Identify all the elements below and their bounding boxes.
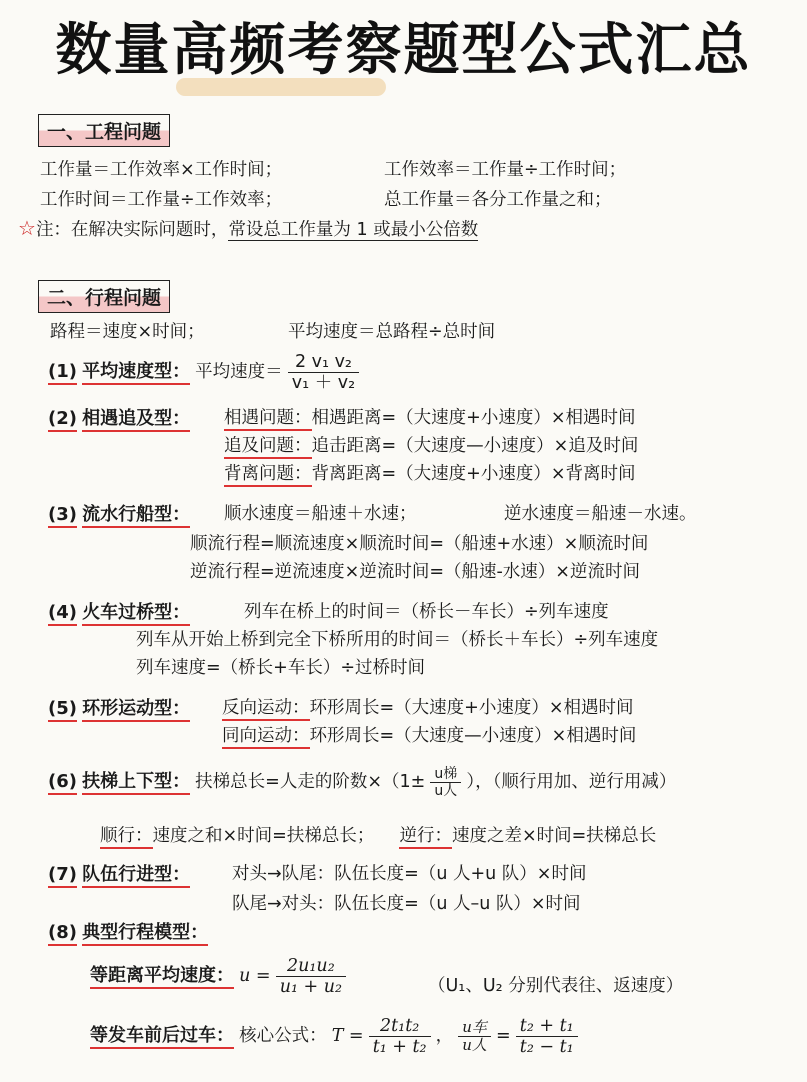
model-2-row-3-value: 背离距离=（大速度+小速度）×背离时间	[311, 464, 636, 484]
formula-average-speed: 平均速度＝总路程÷总时间	[288, 322, 496, 342]
model-2-row-1	[224, 404, 636, 429]
model-5-row-1-key: 反向运动：	[222, 698, 310, 721]
formula-time: 工作时间＝工作量÷工作效率；	[40, 190, 283, 210]
model-8-bus-numerator-2: u车	[458, 1019, 491, 1037]
model-2-row-3	[224, 460, 636, 485]
model-8-bus-numerator-1: 2t₁t₂	[369, 1016, 431, 1037]
model-2-number: (2)	[48, 408, 77, 432]
model-2-row-2	[224, 432, 638, 457]
model-3-upstream-distance: 逆流行程=逆流速度×逆流时间=（船速-水速）×逆流时间	[190, 562, 640, 582]
model-3-upstream-speed: 逆水速度＝船速－水速。	[504, 504, 697, 524]
note-line	[18, 216, 478, 241]
model-8-equal-distance-row	[90, 956, 346, 997]
model-7-line-2: 队尾→对头：队伍长度=（u 人–u 队）×时间	[232, 894, 581, 914]
model-7-label	[48, 860, 190, 886]
model-2-name: 相遇追及型：	[82, 408, 190, 432]
star-icon: ☆	[18, 216, 36, 240]
model-4-number: (4)	[48, 602, 77, 626]
model-8-bus-fraction-2	[458, 1019, 491, 1055]
model-8-bus-equals: =	[496, 1026, 511, 1047]
note-prefix: 注：在解决实际问题时，	[35, 220, 229, 240]
section-heading-travel: 二、行程问题	[38, 280, 170, 313]
model-8-bus-denominator-2: u人	[462, 1036, 487, 1055]
model-8-bus-prefix: 核心公式：	[239, 1026, 327, 1047]
model-8-bus-fraction-3	[516, 1016, 578, 1057]
model-8-equal-distance-numerator: 2u₁u₂	[276, 956, 346, 977]
model-1-fraction	[288, 352, 359, 393]
model-8-bus-lhs: T =	[331, 1026, 364, 1047]
model-5-row-1	[222, 694, 634, 719]
formula-total-work: 总工作量＝各分工作量之和；	[384, 190, 612, 210]
model-2-row-2-key: 追及问题：	[224, 436, 312, 459]
model-1-prefix: 平均速度＝	[195, 362, 283, 383]
model-5-row-2-key: 同向运动：	[222, 726, 310, 749]
model-8-equal-distance-lhs: u =	[239, 966, 271, 987]
model-5-row-2	[222, 722, 636, 747]
model-2-label	[48, 404, 190, 430]
model-4-line-1: 列车在桥上的时间＝（桥长－车长）÷列车速度	[244, 602, 609, 622]
page-title: 数量高频考察题型公式汇总	[55, 18, 752, 83]
model-6-prefix: 扶梯总长=人走的阶数×（1±	[195, 772, 426, 793]
model-8-number: (8)	[48, 922, 77, 946]
model-8-bus-denominator-3: t₂ − t₁	[519, 1037, 574, 1058]
model-6-reverse-value: 速度之差×时间=扶梯总长	[451, 826, 657, 846]
model-8-name: 典型行程模型：	[82, 922, 208, 946]
model-6-reverse-key: 逆行：	[399, 826, 452, 849]
model-5-name: 环形运动型：	[82, 698, 190, 722]
model-6-row	[48, 766, 676, 799]
model-4-label	[48, 598, 190, 624]
model-5-row-2-value: 环形周长=（大速度—小速度）×相遇时间	[309, 726, 637, 746]
model-1-denominator: v₁ ＋ v₂	[291, 373, 356, 394]
formula-efficiency: 工作效率＝工作量÷工作时间；	[384, 160, 627, 180]
model-7-line-1: 对头→队尾：队伍长度=（u 人+u 队）×时间	[232, 864, 587, 884]
model-2-row-1-key: 相遇问题：	[224, 408, 312, 431]
model-3-name: 流水行船型：	[82, 504, 190, 528]
model-5-row-1-value: 环形周长=（大速度+小速度）×相遇时间	[309, 698, 634, 718]
model-8-equal-distance-fraction	[276, 956, 346, 997]
model-2-row-3-key: 背离问题：	[224, 464, 312, 487]
model-6-suffix: ），（顺行用加、逆行用减）	[466, 772, 677, 793]
model-7-number: (7)	[48, 864, 77, 888]
model-1-number: (1)	[48, 361, 77, 385]
model-6-numerator: u梯	[430, 766, 461, 783]
model-7-name: 队伍行进型：	[82, 864, 190, 888]
model-6-line-2	[100, 822, 656, 847]
formula-work: 工作量＝工作效率×工作时间；	[40, 160, 283, 180]
model-6-forward-value: 速度之和×时间=扶梯总长；	[152, 826, 375, 846]
formula-distance: 路程＝速度×时间；	[50, 322, 205, 342]
model-4-line-2: 列车从开始上桥到完全下桥所用的时间＝（桥长＋车长）÷列车速度	[136, 630, 659, 650]
model-8-bus-name: 等发车前后过车：	[90, 1025, 234, 1049]
model-8-bus-numerator-3: t₂ + t₁	[516, 1016, 578, 1037]
model-8-bus-fraction-1	[369, 1016, 431, 1057]
model-4-name: 火车过桥型：	[82, 602, 190, 626]
model-1-name: 平均速度型：	[82, 361, 190, 385]
model-3-downstream-speed: 顺水速度＝船速＋水速；	[224, 504, 417, 524]
model-8-bus-row: 等发车前后过车： 核心公式： T = $\frac{\text{2t₁t₂}}{\text{t₁ + t₂}}$ ， $\frac{\text{u车}}{\text{u人}}$ = $\frac{\text{t₂ + t₁}}{\text{t₂ − t₁}}$	[90, 1016, 578, 1057]
model-4-line-3: 列车速度=（桥长+车长）÷过桥时间	[136, 658, 425, 678]
model-8-equal-distance-note: （U₁、U₂ 分别代表往、返速度）	[428, 976, 684, 996]
model-5-label	[48, 694, 190, 720]
model-8-equal-distance-name: 等距离平均速度：	[90, 965, 234, 989]
model-6-forward-key: 顺行：	[100, 826, 153, 849]
model-6-fraction	[430, 766, 461, 799]
model-8-label	[48, 918, 208, 944]
model-8-bus-denominator-1: t₁ + t₂	[372, 1037, 427, 1058]
model-3-label	[48, 500, 190, 526]
model-2-row-2-value: 追击距离=（大速度—小速度）×追及时间	[311, 436, 639, 456]
model-6-denominator: u人	[434, 783, 458, 800]
model-6-number: (6)	[48, 771, 77, 795]
model-1-numerator: 2 v₁ v₂	[288, 352, 359, 373]
model-8-equal-distance-denominator: u₁ + u₂	[279, 977, 343, 998]
model-1-row	[48, 352, 359, 393]
model-2-row-1-value: 相遇距离=（大速度+小速度）×相遇时间	[311, 408, 636, 428]
model-3-downstream-distance: 顺流行程=顺流速度×顺流时间=（船速+水速）×顺流时间	[190, 534, 649, 554]
note-emphasis: 常设总工作量为 1 或最小公倍数	[228, 220, 479, 240]
model-5-number: (5)	[48, 698, 77, 722]
model-6-name: 扶梯上下型：	[82, 771, 190, 795]
model-3-number: (3)	[48, 504, 77, 528]
section-heading-engineering: 一、工程问题	[38, 114, 170, 147]
